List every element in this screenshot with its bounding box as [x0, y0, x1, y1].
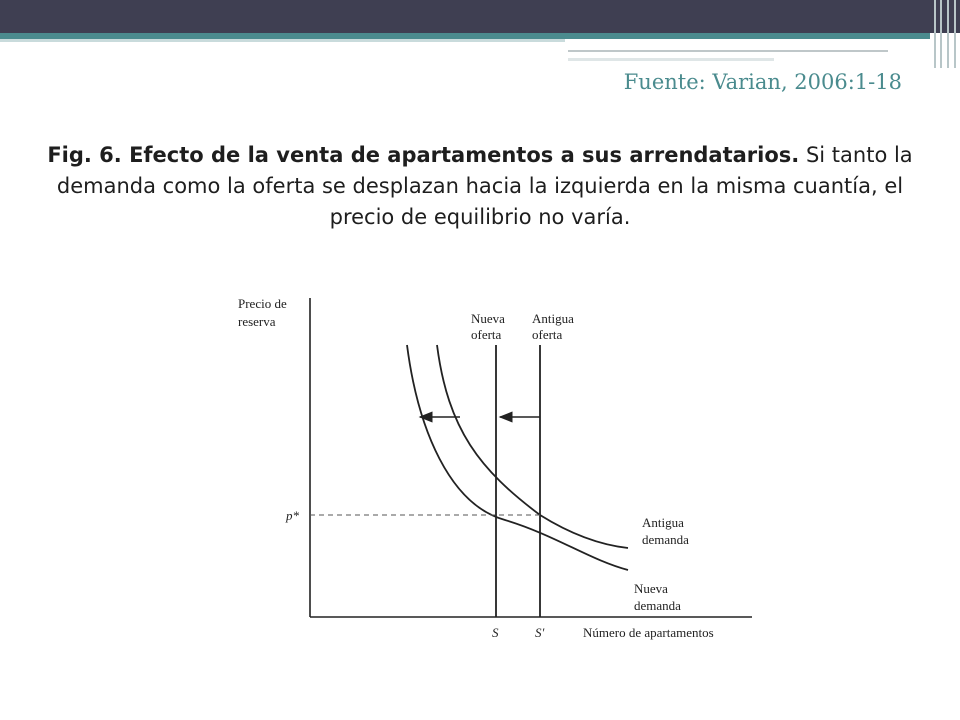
caption-text: Si tanto la demanda como la oferta se desplazan hacia la izquierda en la misma cuantía, el precio de equilibrio no varía. — [56, 143, 913, 229]
y-axis-label-2: reserva — [238, 314, 276, 329]
old-supply-label-1: Antigua — [532, 311, 574, 326]
tick-s: S — [492, 625, 499, 640]
y-axis-label-1: Precio de — [238, 296, 287, 311]
old-supply-label-2: oferta — [532, 327, 563, 342]
new-demand-label-2: demanda — [634, 598, 681, 613]
x-axis-label: Número de apartamentos — [583, 625, 714, 640]
new-supply-label-2: oferta — [471, 327, 502, 342]
equilibrium-price-label: p* — [286, 508, 299, 523]
caption-title: Fig. 6. Efecto de la venta de apartamentos a sus arrendatarios. — [47, 143, 800, 167]
tick-s-prime: S′ — [535, 625, 545, 640]
old-demand-curve — [437, 345, 628, 548]
old-demand-label-2: demanda — [642, 532, 689, 547]
new-demand-label-1: Nueva — [634, 581, 668, 596]
new-demand-curve — [407, 345, 628, 570]
source-citation: Fuente: Varian, 2006:1-18 — [623, 70, 902, 94]
new-supply-label-1: Nueva — [471, 311, 505, 326]
old-demand-label-1: Antigua — [642, 515, 684, 530]
